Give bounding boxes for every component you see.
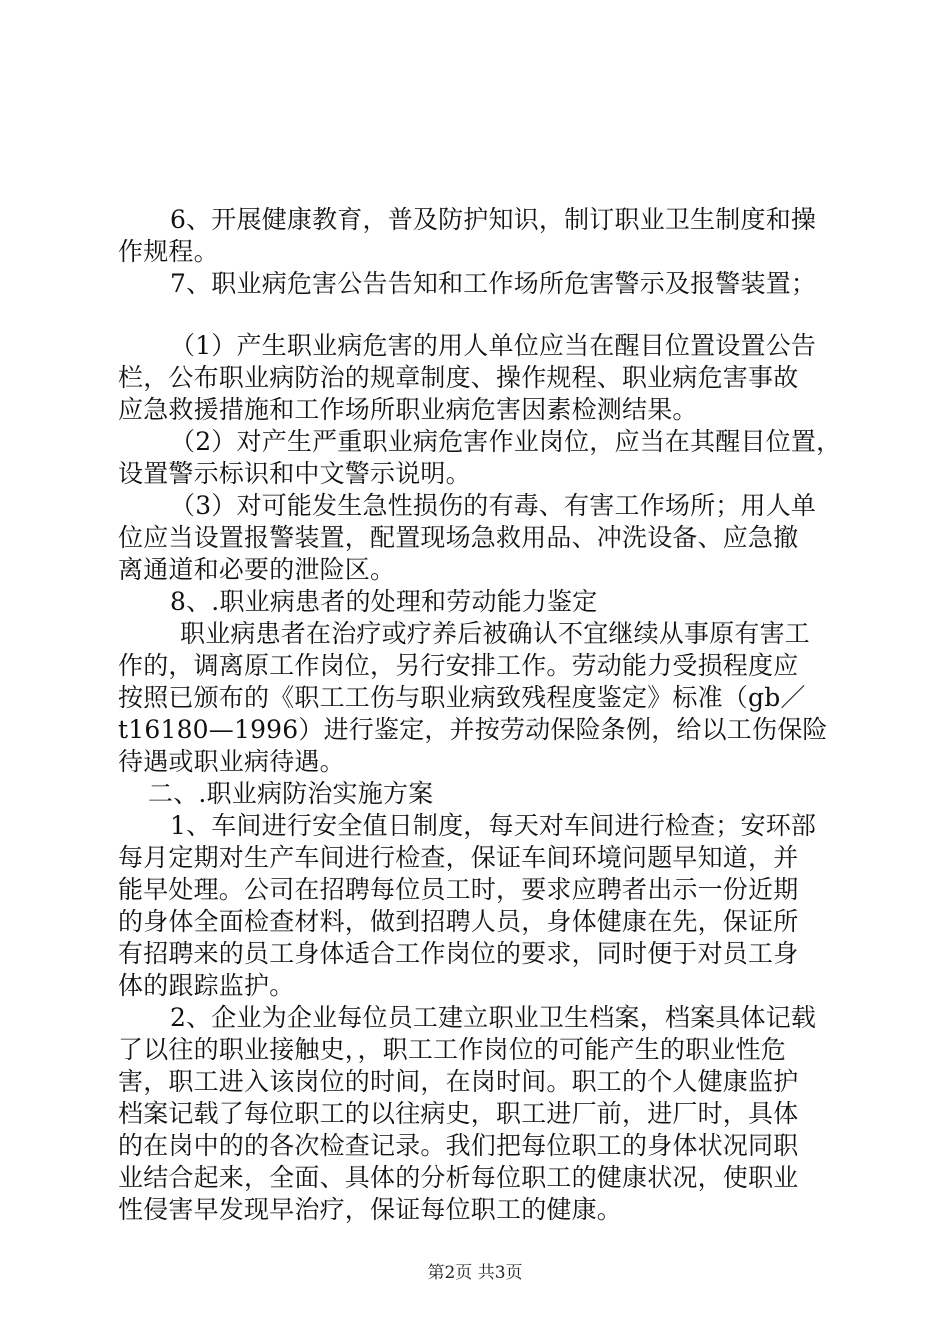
text-line: （2）对产生严重职业病危害作业岗位，应当在其醒目位置， xyxy=(170,427,842,456)
text-line: 害，职工进入该岗位的时间，在岗时间。职工的个人健康监护 xyxy=(118,1067,799,1096)
text-line: 待遇或职业病待遇。 xyxy=(118,747,345,776)
text-line: 作的，调离原工作岗位，另行安排工作。劳动能力受损程度应 xyxy=(118,651,799,680)
text-line: （1）产生职业病危害的用人单位应当在醒目位置设置公告 xyxy=(170,331,817,360)
text-line: 体的跟踪监护。 xyxy=(118,971,295,1000)
text-line: 业结合起来，全面、具体的分析每位职工的健康状况，使职业 xyxy=(118,1163,799,1192)
text-line: 档案记载了每位职工的以往病史，职工进厂前，进厂时，具体 xyxy=(118,1099,799,1128)
text-line: 2、企业为企业每位员工建立职业卫生档案，档案具体记载 xyxy=(170,1003,817,1032)
text-line: 按照已颁布的《职工工伤与职业病致残程度鉴定》标准（gb／ xyxy=(118,683,806,712)
text-line: 离通道和必要的泄险区。 xyxy=(118,555,396,584)
text-line: 位应当设置报警装置，配置现场急救用品、冲洗设备、应急撤 xyxy=(118,523,799,552)
text-line: 作规程。 xyxy=(118,237,219,266)
text-line: 能早处理。公司在招聘每位员工时，要求应聘者出示一份近期 xyxy=(118,875,799,904)
text-line: （3）对可能发生急性损伤的有毒、有害工作场所；用人单 xyxy=(170,491,817,520)
text-line: 应急救援措施和工作场所职业病危害因素检测结果。 xyxy=(118,395,698,424)
text-line: 的身体全面检查材料，做到招聘人员，身体健康在先，保证所 xyxy=(118,907,799,936)
text-line: 了以往的职业接触史，，职工工作岗位的可能产生的职业性危 xyxy=(118,1035,786,1064)
text-line: 栏，公布职业病防治的规章制度、操作规程、职业病危害事故 xyxy=(118,363,799,392)
text-line: 设置警示标识和中文警示说明。 xyxy=(118,459,471,488)
page-footer: 第2页 共3页 xyxy=(427,1263,523,1283)
text-line: 1、车间进行安全值日制度，每天对车间进行检查；安环部 xyxy=(170,811,817,840)
text-line: 职业病患者在治疗或疗养后被确认不宜继续从事原有害工 xyxy=(180,619,811,648)
text-line: 有招聘来的员工身体适合工作岗位的要求，同时便于对员工身 xyxy=(118,939,799,968)
section-heading: 8、.职业病患者的处理和劳动能力鉴定 xyxy=(170,587,598,616)
text-line: 每月定期对生产车间进行检查，保证车间环境问题早知道，并 xyxy=(118,843,799,872)
text-line: 的在岗中的的各次检查记录。我们把每位职工的身体状况同职 xyxy=(118,1131,799,1160)
text-line: t16180—1996）进行鉴定，并按劳动保险条例，给以工伤保险 xyxy=(118,715,828,744)
text-line: 性侵害早发现早治疗，保证每位职工的健康。 xyxy=(118,1195,623,1224)
text-line: 7、职业病危害公告告知和工作场所危害警示及报警装置； xyxy=(170,269,817,298)
text-line: 6、开展健康教育，普及防护知识，制订职业卫生制度和操 xyxy=(170,205,817,234)
section-heading: 二、.职业病防治实施方案 xyxy=(148,779,434,808)
